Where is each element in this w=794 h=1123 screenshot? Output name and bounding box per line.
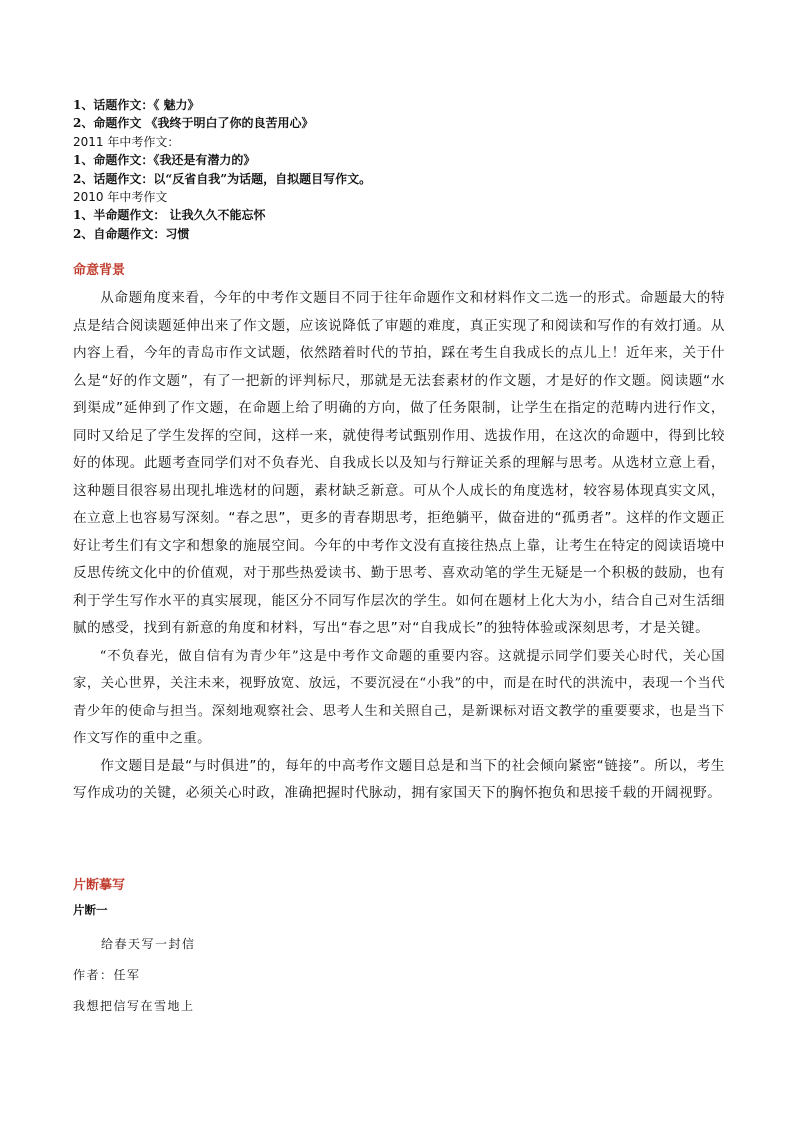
topic-line: 1、命题作文：《我还是有潜力的》 xyxy=(73,153,256,168)
paragraph: “不负春光，做自信有为青少年”这是中考作文命题的重要内容。这就提示同学们要关心时代，关心国家，关心世界，关注未来，视野放宽、放远，不要沉浸在“小我”的中，而是在时代的洪流中，表现一个当代青少年的使命与担当。深刻地观察社会、思考人生和关照自己，是新课标对语文教学的重要要求，也是当下作文写作的重中之重。 xyxy=(73,648,725,746)
paragraph: 从命题角度来看，今年的中考作文题目不同于往年命题作文和材料作文二选一的形式。命题最大的特点是结合阅读题延伸出来了作文题，应该说降低了审题的难度，真正实现了和阅读和写作的有效打通。从内容上看，今年的青岛市作文试题，依然踏着时代的节拍，踩在考生自我成长的点儿上！近年来，关于什么是“好的作文题”，有了一把新的评判标尺，那就是无法套素材的作文题，才是好的作文题。阅读题“水到渠成”延伸到了作文题，在命题上给了明确的方向，做了任务限制，让学生在指定的范畴内进行作文，同时又给足了学生发挥的空间，这样一来，就使得考试甄别作用、选拔作用，在这次的命题中，得到比较好的体现。此题考查同学们对不负春光、自我成长以及知与行辩证关系的理解与思考。从选材立意上看，这种题目很容易出现扎堆选材的问题，素材缺乏新意。可从个人成长的角度选材，较容易体现真实文风，在立意上也容易写深刻。“春之思”，更多的青春期思考，拒绝躺平，做奋进的“孤勇者”。这样的作文题正好让考生们有文字和想象的施展空间。今年的中考作文没有直接往热点上靠，让考生在特定的阅读语境中反思传统文化中的价值观，对于那些热爱读书、勤于思考、喜欢动笔的学生无疑是一个积极的鼓励，也有利于学生写作水平的真实展现，能区分不同写作层次的学生。如何在题材上化大为小，结合自己对生活细腻的感受，找到有新意的角度和材料，写出“春之思”对“自我成长”的独特体验或深刻思考，才是关键。 xyxy=(73,290,725,636)
topic-line: 2、话题作文：以“反省自我”为话题，自拟题目写作文。 xyxy=(73,171,372,186)
letter-author: 作者：任军 xyxy=(73,968,141,982)
year-heading: 2010 年中考作文 xyxy=(73,189,168,204)
letter-first-line: 我想把信写在雪地上 xyxy=(73,999,195,1013)
topic-line: 1、话题作文：《 魅力》 xyxy=(73,98,200,112)
fragment-label: 片断一 xyxy=(73,903,108,917)
exam-topic-list xyxy=(73,96,733,243)
topic-line: 1、半命题作文： 让我久久不能忘怀 xyxy=(73,208,266,223)
year-heading: 2011 年中考作文： xyxy=(73,134,180,149)
paragraph: 作文题目是最“与时俱进”的，每年的中高考作文题目总是和当下的社会倾向紧密“链接”。所以，考生写作成功的关键，必须关心时政，准确把握时代脉动，拥有家国天下的胸怀抱负和思接千载的开阔视野。 xyxy=(73,757,725,801)
section-heading-background: 命意背景 xyxy=(73,263,126,278)
letter-title: 给春天写一封信 xyxy=(101,937,196,951)
topic-line: 2、自命题作文：习惯 xyxy=(73,226,190,241)
body-text xyxy=(73,285,725,808)
topic-line: 2、命题作文 《我终于明白了你的良苦用心》 xyxy=(73,116,314,131)
section-heading-fragment: 片断摹写 xyxy=(73,878,126,893)
